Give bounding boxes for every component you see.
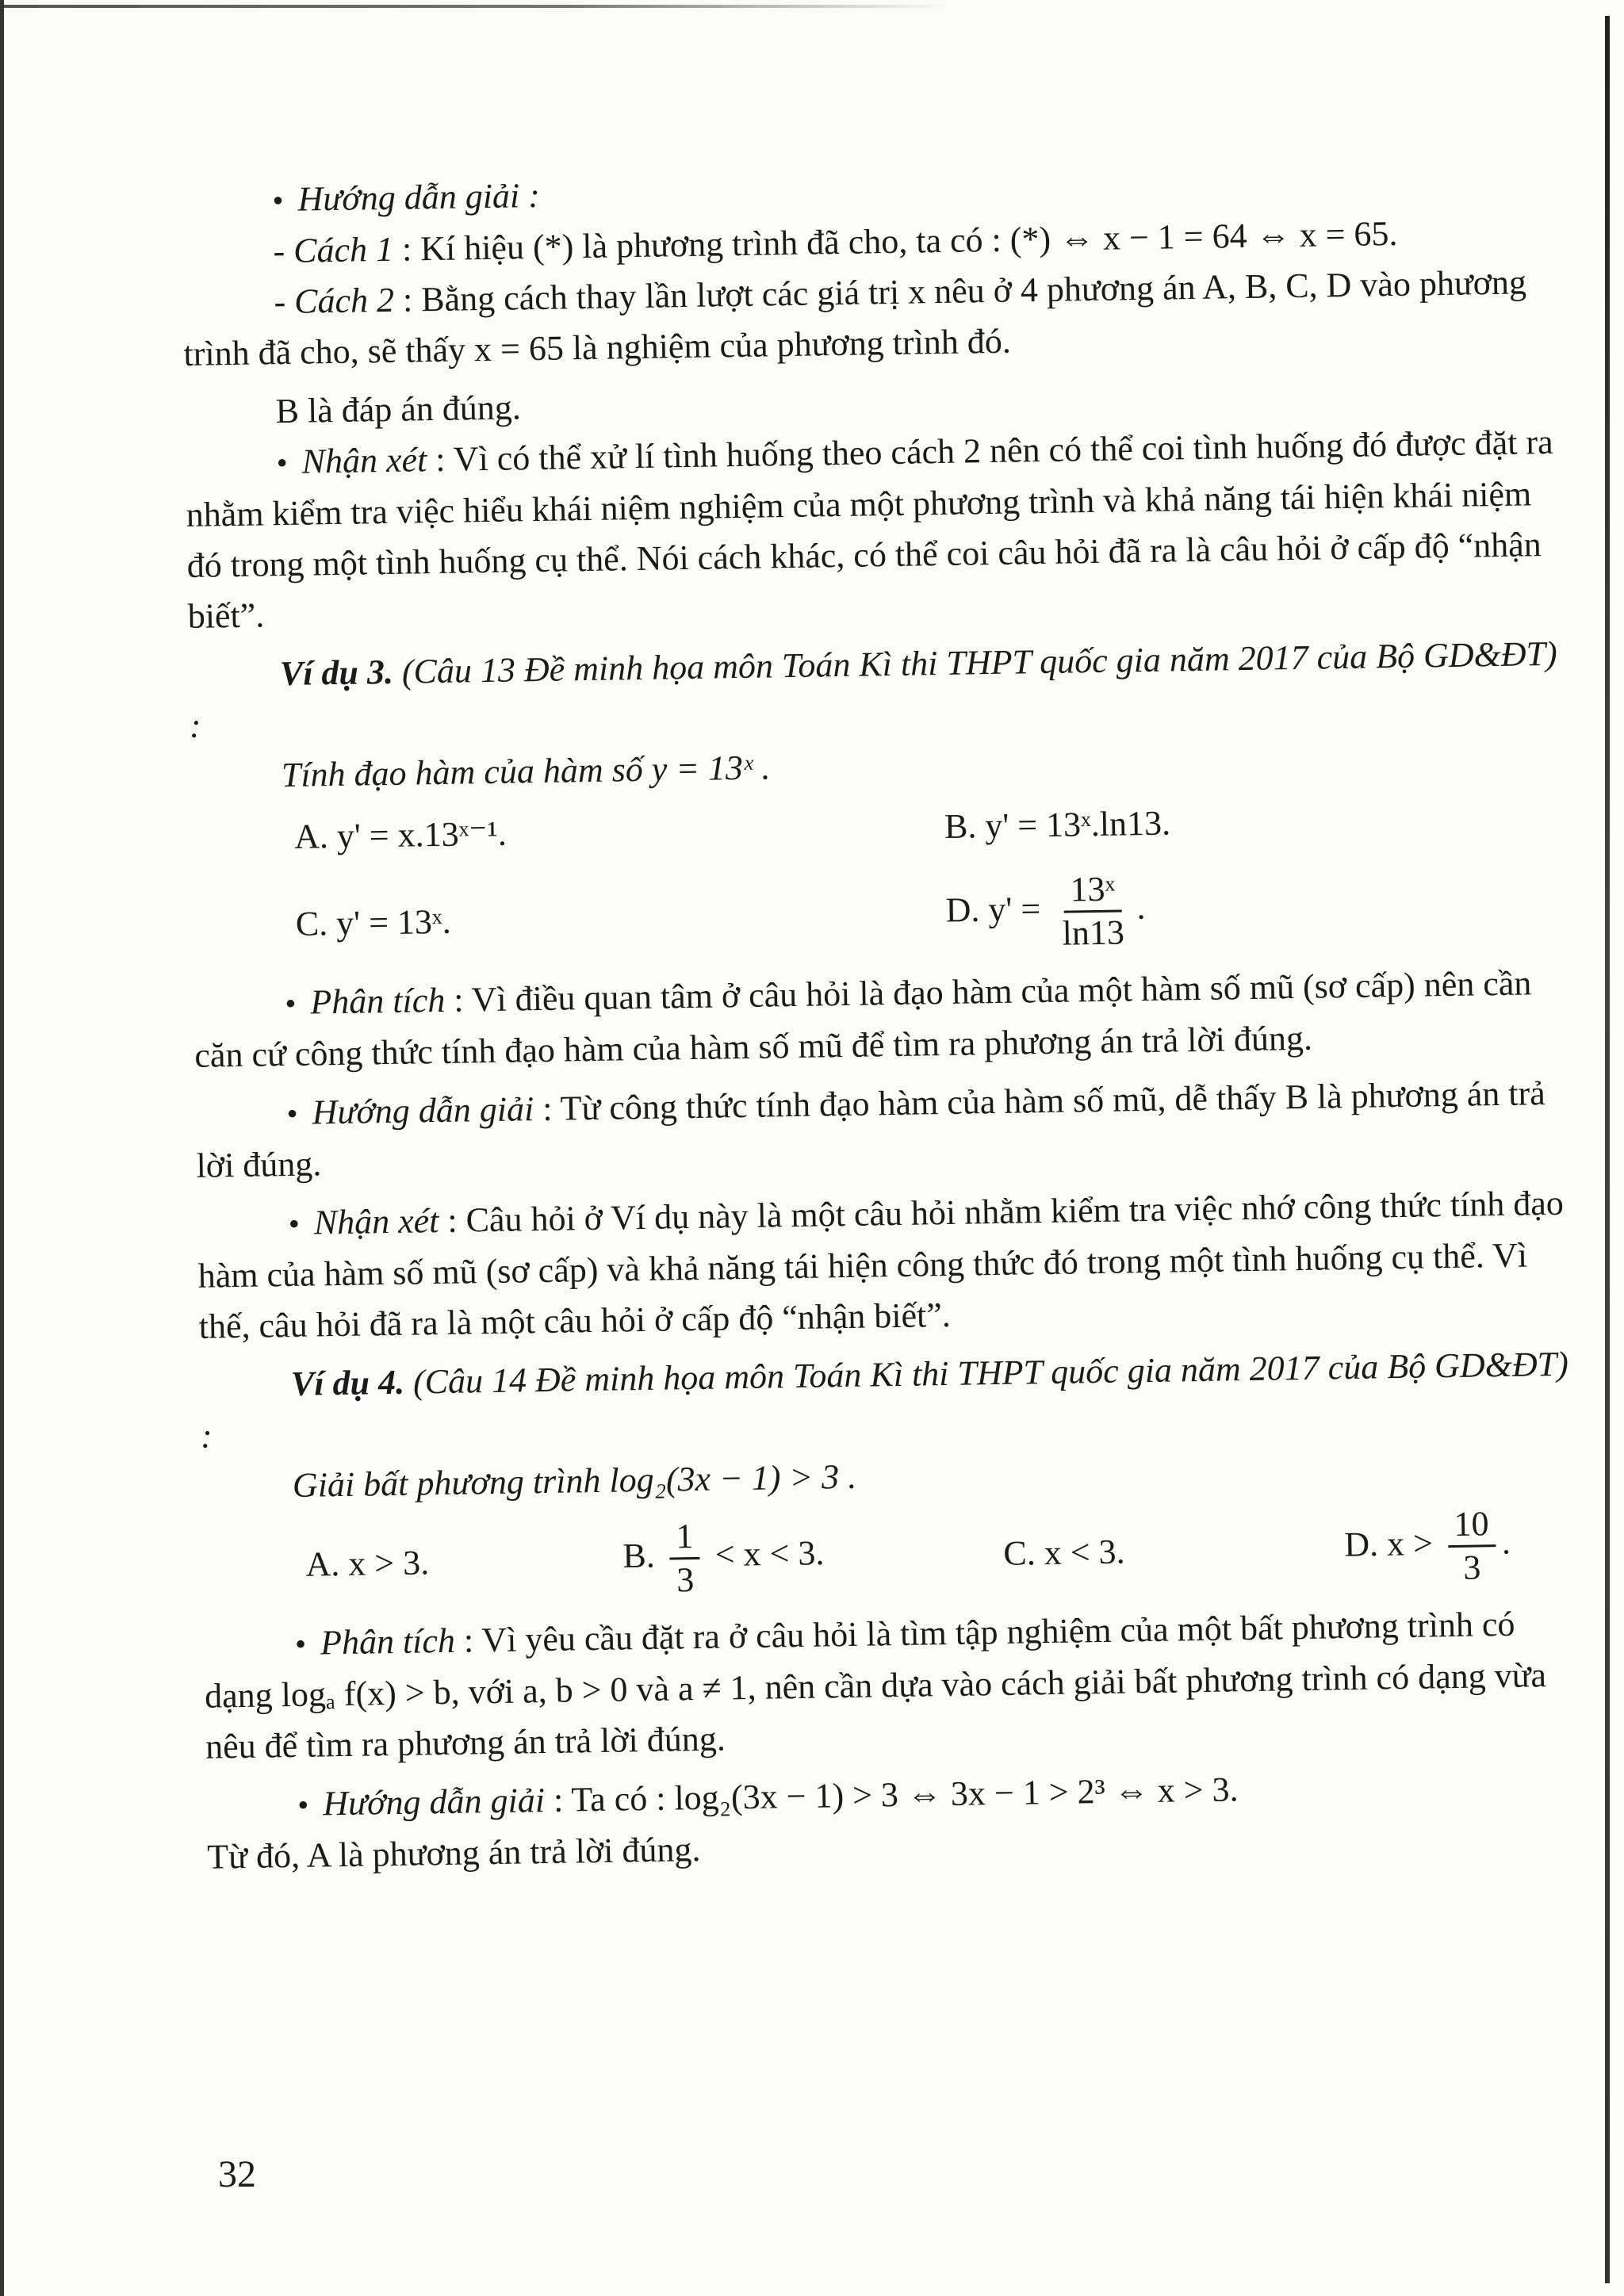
guide-heading: • Hướng dẫn giải : (181, 155, 1557, 228)
scan-edge-left (0, 0, 4, 2296)
example-3-option-b: B. y' = 13ˣ.ln13. (944, 803, 1171, 846)
example-4-option-a: A. x > 3. (305, 1542, 430, 1584)
example-4-conclusion: Từ đó, A là phương án trả lời đúng. (206, 1829, 701, 1877)
example-3-analysis: • Phân tích : Vì điều quan tâm ở câu hỏi là đạo hàm của một hàm số mũ (sơ cấp) nên cần căn cứ công thức tính đạo hàm của hàm số mũ để tìm ra phương án trả lời đúng. (193, 958, 1571, 1081)
example-3-option-c: C. y' = 13ˣ. (295, 901, 452, 943)
fraction: $\frac{\text{13ˣ}}{\ln 13}$ (1062, 869, 1125, 953)
example-3-option-d: D. y' = $\frac{\text{13ˣ}}{\ln 13}$ . (945, 861, 1581, 956)
example-4-options (202, 1502, 1579, 1609)
example-4-option-c: C. x < 3. (1003, 1532, 1125, 1573)
example-3-guide: • Hướng dẫn giải : Từ công thức tính đạo hàm của hàm số mũ, dễ thấy B là phương án trả lời đúng. (195, 1068, 1572, 1192)
example-3-question: Tính đạo hàm của hàm số y = 13ˣ . (281, 748, 771, 795)
page-number: 32 (218, 2153, 256, 2195)
example-3-remark: • Nhận xét : Câu hỏi ở Ví dụ này là một câu hỏi nhằm kiểm tra việc nhớ công thức tính đạo hàm của hàm số mũ (sơ cấp) và khả năng tái hiện công thức đó trong một tình huống cụ thể. Vì thế, câu hỏi đã ra là một câu hỏi ở cấp độ “nhận biết”. (197, 1178, 1575, 1353)
example-4-option-d: D. x > $\frac{10}{3}$ . (1344, 1501, 1624, 1591)
scan-edge-top (0, 5, 952, 8)
example-4-question: Giải bất phương trình log₂(3x − 1) > 3 . (292, 1456, 857, 1505)
example-3-option-a: A. y' = x.13ˣ⁻¹. (293, 813, 508, 856)
page-content (181, 155, 1584, 1883)
example-4-guide: • Hướng dẫn giải : Ta có : log₂(3x − 1) > 3 ⇔ 3x − 1 > 2³ ⇔ x > 3. (206, 1758, 1583, 1831)
remark-paragraph: • Nhận xét : Vì có thể xử lí tình huống theo cách 2 nên có thể coi tình huống đó được đặt ra nhằm kiểm tra việc hiểu khái niệm nghiệm của một phương trình và khả năng tái hiện khái niệm đó trong một tình huống cụ thể. Nói cách khác, có thể coi câu hỏi đã ra là câu hỏi ở cấp độ “nhận biết”. (185, 417, 1564, 642)
example-3-heading: Ví dụ 3. (Câu 13 Đề minh họa môn Toán Kì thi THPT quốc gia năm 2017 của Bộ GD&ĐT) : (189, 633, 1558, 745)
example-4-option-b: B. $\frac{1}{3}$ < x < 3. (622, 1511, 1005, 1602)
fraction: $\frac{1}{3}$ (669, 1516, 701, 1601)
example-3-options (191, 792, 1569, 968)
fraction: $\frac{10}{3}$ (1447, 1503, 1496, 1589)
method-2: - Cách 2 : Bằng cách thay lần lượt các giá trị x nêu ở 4 phương án A, B, C, D vào phương trình đã cho, sẽ thấy x = 65 là nghiệm của phương trình đó. (183, 262, 1527, 373)
scan-edge-right (1605, 16, 1610, 2283)
example-4-analysis: • Phân tích : Vì yêu cầu đặt ra ở câu hỏi là tìm tập nghiệm của một bất phương trình có dạng logₐ f(x) > b, với a, b > 0 và a ≠ 1, nên cần dựa vào cách giải bất phương trình có dạng vừa nêu để tìm ra phương án trả lời đúng. (204, 1598, 1582, 1773)
method-1: - Cách 1 : Kí hiệu (*) là phương trình đã cho, ta có : (*) ⇔ x − 1 = 64 ⇔ x = 65. (273, 213, 1398, 271)
answer-line: B là đáp án đúng. (275, 388, 522, 431)
example-4-heading: Ví dụ 4. (Câu 14 Đề minh họa môn Toán Kì thi THPT quốc gia năm 2017 của Bộ GD&ĐT) : (200, 1344, 1569, 1456)
